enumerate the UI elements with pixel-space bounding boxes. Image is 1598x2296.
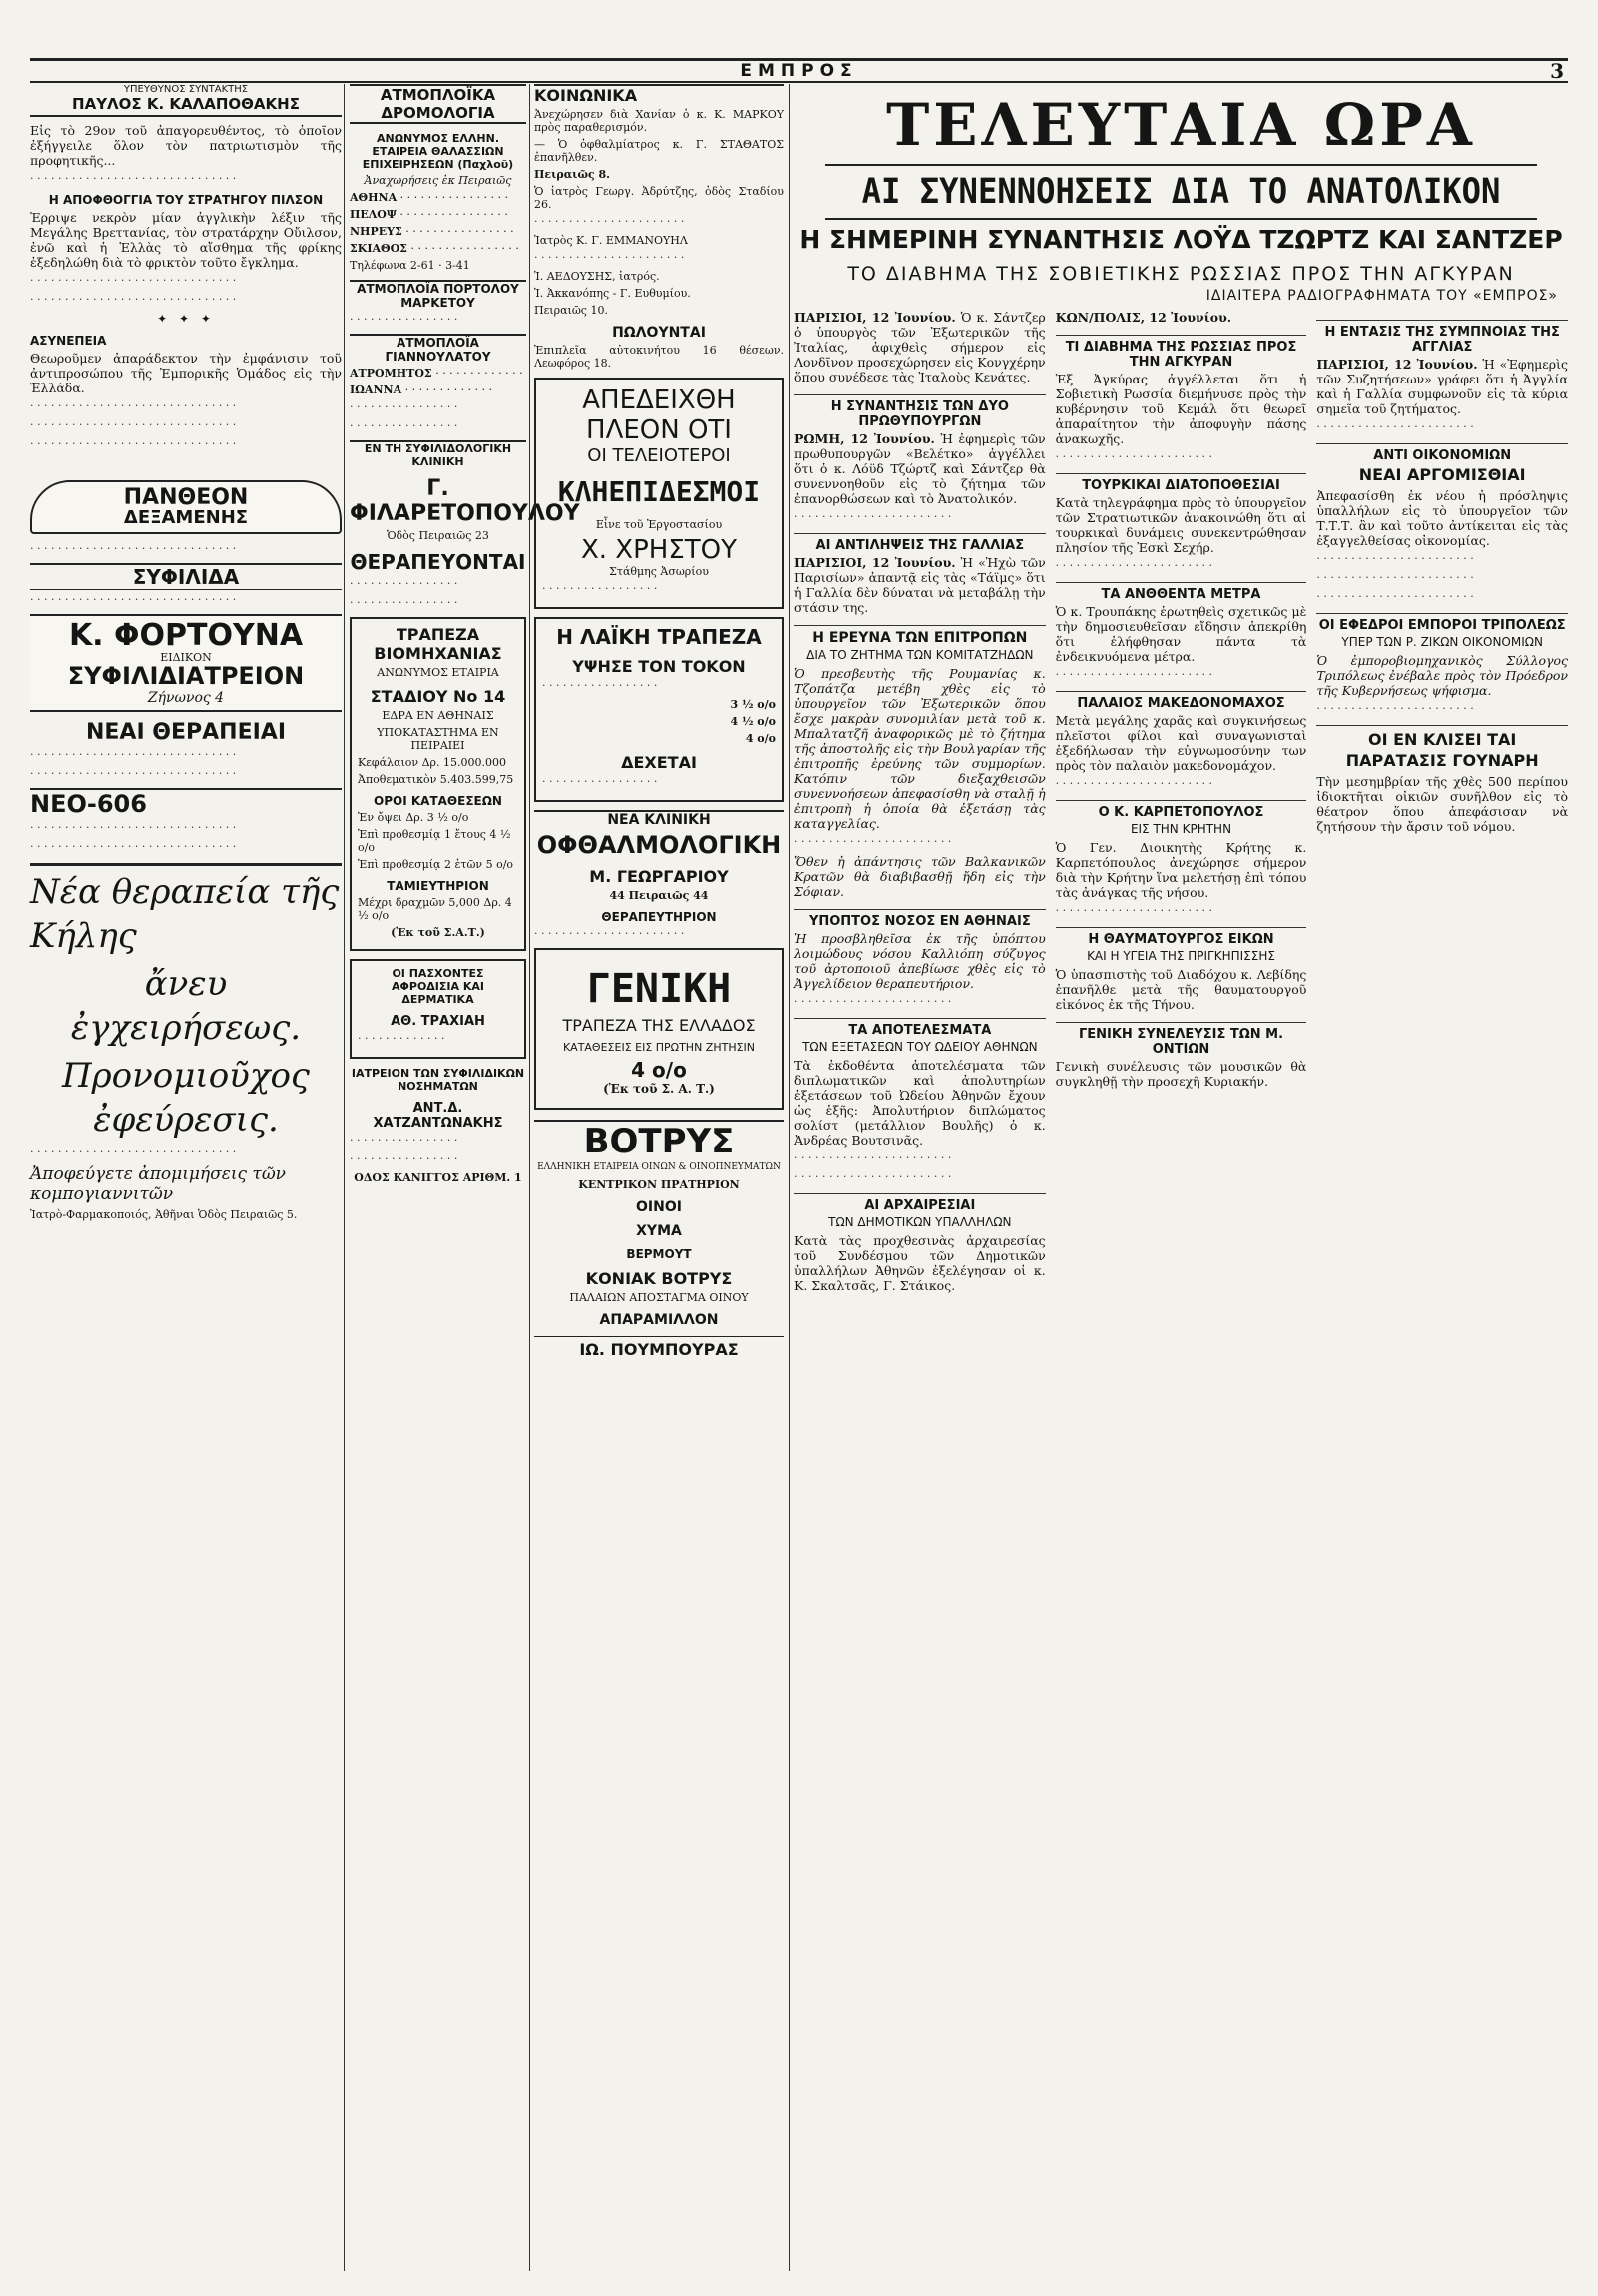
- main-columns: [794, 310, 1568, 1297]
- filler-text: · · · · · · · · · · · · · · · · · · · · · · · · · · · · · ·: [30, 274, 237, 287]
- news-text: Ὁ κ. Σάντζερ ὁ ὑπουργὸς τῶν Ἐξωτερικῶν τῆς Ἰταλίας, ἀφιχθεὶς σήμερον εἰς Λονδῖνον προσεχώρησεν εἰς Κονγχέρην ὅπου συνέδεσε τὰς Ἰταλοὺς Κενάτες.: [794, 310, 1046, 384]
- article-subtitle: ΤΩΝ ΔΗΜΟΤΙΚΩΝ ΥΠΑΛΛΗΛΩΝ: [828, 1215, 1012, 1229]
- article-subtitle: ΕΙΣ ΤΗΝ ΚΡΗΤΗΝ: [1130, 822, 1232, 836]
- iatreion-address: ΟΔΟΣ ΚΑΝΙΓΓΟΣ ΑΡΙΘΜ. 1: [354, 1171, 522, 1184]
- column-1: [30, 84, 342, 2271]
- filler-text: · · · · · · · · · · · · · · · · · · · · · · · · · · · · · ·: [30, 399, 237, 412]
- article-title: ΠΑΛΑΙΟΣ ΜΑΚΕΔΟΝΟΜΑΧΟΣ: [1056, 691, 1307, 711]
- main-col-2: [1056, 310, 1307, 1297]
- sub-headline: Η ΣΗΜΕΡΙΝΗ ΣΥΝΑΝΤΗΣΙΣ ΛΟΫΔ ΤΖΩΡΤΖ ΚΑΙ ΣΑΝΤΖΕΡ: [799, 225, 1563, 254]
- article-title: ΟΙ ΕΦΕΔΡΟΙ ΕΜΠΟΡΟΙ ΤΡΙΠΟΛΕΩΣ: [1316, 613, 1568, 633]
- article-subtitle: ΚΑΙ Η ΥΓΕΙΑ ΤΗΣ ΠΡΙΓΚΗΠΙΣΣΗΣ: [1087, 949, 1275, 963]
- fortouna-title: ΣΥΦΙΛΙΔΙΑΤΡΕΙΟΝ: [67, 662, 305, 691]
- klepsidesmoi-ad: [534, 378, 784, 609]
- newspaper-name: ΕΜΠΡΟΣ: [740, 61, 858, 81]
- separator: ✦ ✦ ✦: [157, 312, 215, 326]
- ship-entry: ΙΩΑΝΝΑ · · · · · · · · · · · · ·: [350, 383, 493, 396]
- column-rule: [789, 84, 790, 2271]
- filler-text: · · · · · · · · · · · · · · · · · · · · · · · · · · · · · ·: [30, 293, 237, 306]
- dateline: ΡΩΜΗ, 12 Ἰουνίου.: [794, 431, 935, 446]
- shipping-header: ΑΤΜΟΠΛΟΪΑ ΓΙΑΝΝΟΥΛΑΤΟΥ: [350, 334, 526, 364]
- pantheon-subtitle: ΔΕΞΑΜΕΝΗΣ: [123, 507, 249, 529]
- filler-text: · · · · · · · · · · · · · · · ·: [350, 596, 458, 609]
- for-sale-text: Ἐπιπλεῖα αὐτοκινήτου 16 θέσεων. Λεωφόρος 18.: [534, 344, 784, 370]
- ophthalmology-doctor: Μ. ΓΕΩΡΓΑΡΙΟΥ: [589, 867, 729, 886]
- bank-branch: ΥΠΟΚΑΤΑΣΤΗΜΑ ΕΝ ΠΕΙΡΑΙΕΙ: [377, 726, 499, 752]
- clinic-therapeuontai: ΘΕΡΑΠΕΥΟΝΤΑΙ: [350, 550, 526, 574]
- ophthalmology-title: ΟΦΘΑΛΜΟΛΟΓΙΚΗ: [536, 831, 782, 859]
- article-title: ΑΙ ΑΝΤΙΛΗΨΕΙΣ ΤΗΣ ΓΑΛΛΙΑΣ: [794, 533, 1046, 553]
- article-text: Ὁ ἐμποροβιομηχανικὸς Σύλλογος Τριπόλεως ἐνέβαλε πρὸς τὸν Πρόεδρον τῆς Κυβερνήσεως ψήφισμα.: [1316, 653, 1569, 698]
- article-text: Τὴν μεσημβρίαν τῆς χθὲς 500 περίπου ἰδιοκτῆται οἰκιῶν συνῆλθον εἰς τὸ θέατρον ὅπου ἀπεφάσισαν νὰ ζητήσουν τὴν ἄρσιν τοῦ νόμου.: [1316, 774, 1569, 834]
- section-title: ΑΣΥΝΕΠΕΙΑ: [30, 334, 107, 348]
- article-text: Μετὰ μεγάλης χαρᾶς καὶ συγκινήσεως πλεῖστοι φίλοι καὶ συναγωνισταὶ ἐξεδήλωσαν τὴν εὐγνωμοσύνην των πρὸς τὸν παλαιὸν μακεδονομάχον.: [1055, 713, 1307, 773]
- geniki-subtitle: ΤΡΑΠΕΖΑ ΤΗΣ ΕΛΛΑΔΟΣ: [562, 1016, 756, 1035]
- ship-name: ΠΕΛΟΨ: [350, 208, 397, 221]
- social-item: Ἀνεχώρησεν διὰ Χανίαν ὁ κ. Κ. ΜΑΡΚΟΥ πρὸς παραθερισμόν.: [534, 108, 784, 134]
- iatreion-doctor: ΑΝΤ.Δ. ΧΑΤΖΑΝΤΩΝΑΚΗΣ: [373, 1101, 503, 1131]
- votrys-unmatched: ΑΠΑΡΑΜΙΛΛΟΝ: [599, 1312, 719, 1328]
- main-col-3: [1316, 310, 1568, 1297]
- filler-text: · · · · · · · · · · · · · · · · · · · · · · ·: [794, 835, 952, 848]
- laiki-rate: 4 ο/ο: [745, 732, 776, 745]
- dateline: ΠΑΡΙΣΙΟΙ, 12 Ἰουνίου.: [1316, 357, 1478, 372]
- ship-name: ΑΘΗΝΑ: [350, 191, 398, 204]
- filler-text: · · · · · · · · · · · · · · · · · · · · · · ·: [1055, 668, 1213, 681]
- news-text: Ἡ ἐφημερὶς τῶν πρωθυπουργῶν «Βελέτκο» ἀγγέλλει ὅτι ὁ κ. Λόϋδ Τζώρτζ καὶ Σάντζερ θὰ συνεννοηθοῦν εἰς τὸ ζήτημα τῶν ἐπανορθώσεων καὶ τὸ Ἀνατολικόν.: [794, 431, 1046, 506]
- news-text: Ἐξ Ἀγκύρας ἀγγέλλεται ὅτι ἡ Σοβιετικὴ Ρωσσία διεμήνυσε πρὸς τὴν κυβέρνησιν τοῦ Κεμάλ ὅτι θεωρεῖ ἀπαραίτητον τὴν ἀποφυγὴν πάσης ἀνακωχῆς.: [1055, 372, 1307, 446]
- pantheon-ad: [30, 480, 342, 534]
- filler-text: · · · · · · · · · · · · · · · · · · · · · · · · · · · · · ·: [30, 839, 237, 853]
- masthead: [30, 58, 1568, 83]
- article-text: Κατὰ τηλεγράφημα πρὸς τὸ ὑπουργεῖον τῶν Στρατιωτικῶν ἀνακοινώθη ὅτι αἱ τουρκικαὶ δυνάμεις συνεκεντρώθησαν πλησίον τῆς Ἐσκὶ Σεχήρ.: [1055, 495, 1307, 555]
- laiki-title: Η ΛΑΪΚΗ ΤΡΑΠΕΖΑ: [556, 625, 762, 649]
- filler-text: · · · · · · · · · · · · · · · ·: [350, 419, 458, 432]
- filler-text: · · · · · · · · · · · · · · · · · · · · · · ·: [794, 995, 952, 1008]
- fortouna-ad: [30, 614, 342, 712]
- section-text: Θεωροῦμεν ἀπαράδεκτον τὴν ἐμφάνισιν τοῦ ἀντιπροσώπου τῆς Ἐμπορικῆς Ὁμάδος εἰς τὴν Ἑλλάδα.: [30, 351, 342, 395]
- bank-address: ΣΤΑΔΙΟΥ Νο 14: [370, 687, 506, 706]
- bank-reserve: Ἀποθεματικὸν 5.403.599,75: [358, 773, 514, 786]
- filler-text: · · · · · · · · · · · · · · · · ·: [542, 775, 658, 788]
- afrodisia-doctor: ΑΘ. ΤΡΑΧΙΑΗ: [391, 1014, 485, 1029]
- filler-text: · · · · · · · · · · · · · · · ·: [350, 1134, 458, 1147]
- deposit-rate: Ἐπὶ προθεσμίᾳ 1 ἔτους 4 ½ ο/ο: [358, 828, 511, 854]
- votrys-vermouth: ΒΕΡΜΟΥΤ: [626, 1247, 692, 1261]
- ship-entry: ΑΤΡΟΜΗΤΟΣ · · · · · · · · · · · · ·: [350, 367, 523, 380]
- article-title: Η ΕΡΕΥΝΑ ΤΩΝ ΕΠΙΤΡΟΠΩΝ: [794, 625, 1046, 646]
- savings-source: (Ἐκ τοῦ Σ.Α.Τ.): [391, 926, 485, 939]
- sub-headline-2: ΤΟ ΔΙΑΒΗΜΑ ΤΗΣ ΣΟΒΙΕΤΙΚΗΣ ΡΩΣΣΙΑΣ ΠΡΟΣ ΤΗΝ ΑΓΚΥΡΑΝ: [847, 263, 1515, 285]
- ad-line: ΠΛΕΟΝ ΟΤΙ: [586, 415, 732, 445]
- geniki-deposits: ΚΑΤΑΘΕΣΕΙΣ ΕΙΣ ΠΡΩΤΗΝ ΖΗΤΗΣΙΝ: [562, 1041, 756, 1054]
- filler-text: · · · · · · · · · · · · · · · ·: [350, 1152, 458, 1165]
- filler-text: · · · · · · · · · · · · · · · · · · · · · · ·: [1316, 571, 1474, 584]
- last-hour-section: [794, 84, 1568, 2271]
- savings-title: ΤΑΜΙΕΥΤΗΡΙΟΝ: [387, 879, 489, 893]
- news-text: Ἡ «Ἠχὼ τῶν Παρισίων» ἀπαντᾷ εἰς τὰς «Τάϊμς» ὅτι ἡ Γαλλία δὲν δύναται νὰ μεταβάλῃ τὴν στάσιν της.: [794, 555, 1046, 615]
- kili-ad: [30, 863, 342, 1221]
- article-title: ΥΠΟΠΤΟΣ ΝΟΣΟΣ ΕΝ ΑΘΗΝΑΙΣ: [794, 909, 1046, 929]
- new-clinic-title: ΝΕΑ ΚΛΙΝΙΚΗ: [534, 810, 784, 828]
- social-item: Πειραιῶς 8.: [534, 168, 610, 181]
- social-item: Πειραιῶς 10.: [534, 304, 608, 317]
- for-sale-title: ΠΩΛΟΥΝΤΑΙ: [612, 325, 706, 341]
- filler-text: · · · · · · · · · · · · · · · · · · · · · · ·: [1055, 777, 1213, 790]
- filler-text: · · · · · · · · · · · · · · · · · · · · · ·: [534, 927, 685, 940]
- article-title: Ο Κ. ΚΑΡΠΕΤΟΠΟΥΛΟΣ: [1056, 800, 1307, 820]
- votrys-cognac: ΚΟΝΙΑΚ ΒΟΤΡΥΣ: [585, 1269, 733, 1288]
- ad-maker: Χ. ΧΡΗΣΤΟΥ: [580, 535, 738, 565]
- ship-entry: ΑΘΗΝΑ · · · · · · · · · · · · · · · ·: [350, 191, 508, 204]
- responsible-label: ΥΠΕΥΘΥΝΟΣ ΣΥΝΤΑΚΤΗΣ: [123, 84, 249, 95]
- article-subtitle: ΝΕΑΙ ΑΡΓΟΜΙΣΘΙΑΙ: [1358, 465, 1526, 484]
- filler-text: · · · · · · · · · · · · · · · ·: [350, 313, 458, 326]
- geniki-rate: 4 ο/ο: [631, 1058, 687, 1082]
- kili-line1: Νέα θεραπεία τῆς Κήλης: [30, 871, 340, 956]
- article-text: Ὁ πρεσβευτὴς τῆς Ρουμανίας κ. Τζοπάτζα μετέβη χθὲς εἰς τὸ ὑπουργεῖον τῶν Ἐξωτερικῶν ὅπου ἔσχε μακρὰν συνομιλίαν μετὰ τοῦ κ. Μπαλτατζῆ ἀναφορικῶς μὲ τὸ ζήτημα τῆς ἀποστολῆς εἰς τὴν Βουλγαρίαν τῆς ἐπιτροπῆς ἐρεύνης τῶν συμμορίων. Κατόπιν τῶν διεξαχθεισῶν συνεννοήσεων ἀπεφασίσθη νὰ σταλῇ ἡ ἐπιτροπὴ ἡ ὁποία θὰ ἐξετάσῃ τὰς καταγγελίας.: [794, 666, 1046, 831]
- votrys-distill: ΠΑΛΑΙΩΝ ΑΠΟΣΤΑΓΜΑ ΟΙΝΟΥ: [569, 1291, 749, 1304]
- syphilis-title: ΣΥΦΙΛΙΔΑ: [30, 563, 342, 590]
- article-text: Ὁ Γεν. Διοικητὴς Κρήτης κ. Καρπετόπουλος ἀνεχώρησε σήμερον διὰ τὴν Κρήτην ἵνα μελετήσῃ ἐπὶ τόπου τὰς ἀνάγκας τῆς νήσου.: [1055, 840, 1307, 900]
- shipping-header: ΑΤΜΟΠΛΟΪΚΑ ΔΡΟΜΟΛΟΓΙΑ: [350, 84, 526, 124]
- ship-entry: ΝΗΡΕΥΣ · · · · · · · · · · · · · · · ·: [350, 225, 514, 238]
- ship-name: ΝΗΡΕΥΣ: [350, 225, 402, 238]
- kili-footer: Ἰατρὸ-Φαρμακοποιός, Ἀθῆναι Ὁδὸς Πειραιῶς 5.: [30, 1207, 298, 1221]
- bank-industry-ad: [350, 617, 526, 951]
- dateline: ΠΑΡΙΣΙΟΙ, 12 Ἰουνίου.: [794, 555, 956, 570]
- pantheon-title: ΠΑΝΘΕΟΝ: [123, 485, 249, 510]
- ship-entry: ΠΕΛΟΨ · · · · · · · · · · · · · · · ·: [350, 208, 508, 221]
- iatreion-title: ΙΑΤΡΕΙΟΝ ΤΩΝ ΣΥΦΙΛΙΔΙΚΩΝ ΝΟΣΗΜΑΤΩΝ: [351, 1067, 525, 1093]
- article-subtitle: ΔΙΑ ΤΟ ΖΗΤΗΜΑ ΤΩΝ ΚΟΜΙΤΑΤΖΗΔΩΝ: [806, 648, 1034, 662]
- shipping-tail: Τηλέφωνα 2-61 · 3-41: [350, 259, 470, 272]
- ship-name: ΑΤΡΟΜΗΤΟΣ: [350, 367, 432, 380]
- bank-seat: ΕΔΡΑ ΕΝ ΑΘΗΝΑΙΣ: [382, 709, 494, 722]
- article-text: Ἡ προσβληθεῖσα ἐκ τῆς ὑπόπτου λοιμώδους νόσου Καλλιόπη σύζυγος τοῦ ἀρτοποιοῦ ἀπεβίωσε χθὲς εἰς τὸ Ἀγγελίδειον θεραπευτήριον.: [794, 931, 1046, 991]
- dateline: ΚΩΝ/ΠΟΛΙΣ, 12 Ἰουνίου.: [1055, 310, 1232, 325]
- article-text: Ἀπεφασίσθη ἐκ νέου ἡ πρόσληψις ὑπαλλήλων εἰς τὸ ὑπουργεῖον τῶν Τ.Τ.Τ. ἂν καὶ τοῦτο ἀντίκειται εἰς τὰς ἐξαγγελθείσας οἰκονομίας.: [1316, 488, 1569, 548]
- filler-text: · · · · · · · · · · · · · · · · · · · · · · · · · · · · · ·: [30, 766, 237, 780]
- ship-entry: ΣΚΙΑΘΟΣ · · · · · · · · · · · · · · · ·: [350, 242, 519, 255]
- article-text: Κατὰ τὰς προχθεσινὰς ἀρχαιρεσίας τοῦ Συνδέσμου τῶν Δημοτικῶν ὑπαλλήλων Ἀθηνῶν ἐξελέγησαν οἱ κ. Κ. Σκαλτσᾶς, Γ. Στάικος.: [794, 1233, 1046, 1293]
- ship-name: ΙΩΑΝΝΑ: [350, 383, 402, 396]
- votrys-bulk: ΧΥΜΑ: [636, 1223, 682, 1239]
- shipping-company: ΑΝΩΝΥΜΟΣ ΕΛΛΗΝ. ΕΤΑΙΡΕΙΑ ΘΑΛΑΣΣΙΩΝ ΕΠΙΧΕΙΡΗΣΕΩΝ (Παχλοῦ): [362, 132, 514, 171]
- afrodisia-title: ΟΙ ΠΑΣΧΟΝΤΕΣ ΑΦΡΟΔΙΣΙΑ ΚΑΙ ΔΕΡΜΑΤΙΚΑ: [392, 967, 484, 1006]
- laiki-subtitle: ΥΨΗΣΕ ΤΟΝ ΤΟΚΟΝ: [572, 657, 746, 676]
- main-col-1: [794, 310, 1046, 1297]
- article-text: Τὰ ἐκδοθέντα ἀποτελέσματα τῶν διπλωματικῶν καὶ ἀπολυτηρίων ἐξετάσεων τοῦ Ὠδείου Ἀθηνῶν ἔχουν ὡς ἑξῆς: Ἀπολυτήριον διπλώματος σολίστ (μετάλλιον Βουλῆς) ὁ κ. Ἀνδρέας Βουτσινᾶς.: [794, 1058, 1046, 1148]
- votrys-store: ΚΕΝΤΡΙΚΟΝ ΠΡΑΤΗΡΙΟΝ: [578, 1178, 740, 1191]
- filler-text: · · · · · · · · · · · · · · · · · · · · · · ·: [1316, 702, 1474, 715]
- bank-type: ΑΝΩΝΥΜΟΣ ΕΤΑΙΡΙΑ: [377, 666, 499, 679]
- filler-text: · · · · · · · · · · · · · · · · · · · · · · · · · · · · · ·: [30, 747, 237, 761]
- ad-address: Στάθμης Ἀσωρίου: [609, 565, 709, 578]
- votrys-sub: ΕΛΛΗΝΙΚΗ ΕΤΑΙΡΕΙΑ ΟΙΝΩΝ & ΟΙΝΟΠΝΕΥΜΑΤΩΝ: [537, 1162, 781, 1172]
- page-number: 3: [1550, 59, 1564, 83]
- filler-text: · · · · · · · · · · · · · · · · ·: [542, 582, 658, 595]
- article-text: Ὁ ὑπασπιστὴς τοῦ Διαδόχου κ. Λεβίδης ἐπανῆλθε μετὰ τῆς θαυματουργοῦ εἰκόνος ἐκ τῆς Τήνου.: [1055, 967, 1307, 1012]
- column-rule: [529, 84, 530, 2271]
- article-title: ΤΑ ΑΝΘΘΕΝΤΑ ΜΕΤΡΑ: [1056, 582, 1307, 602]
- article-title: ΤΙ ΔΙΑΒΗΜΑ ΤΗΣ ΡΩΣΣΙΑΣ ΠΡΟΣ ΤΗΝ ΑΓΚΥΡΑΝ: [1056, 335, 1307, 370]
- geniki-source: (Ἐκ τοῦ Σ. Α. Τ.): [603, 1082, 715, 1096]
- ad-product: ΚΛΗΕΠΙΔΕΣΜΟΙ: [557, 475, 761, 508]
- column-3: [534, 84, 784, 2271]
- social-title: ΚΟΙΝΩΝΙΚΑ: [534, 84, 784, 105]
- ad-line: ΑΠΕΔΕΙΧΘΗ: [582, 385, 736, 415]
- filler-text: · · · · · · · · · · · · · · · · · · · · · · ·: [1055, 450, 1213, 463]
- fortouna-address: Ζήνωνος 4: [147, 689, 225, 706]
- bank-capital: Κεφάλαιον Δρ. 15.000.000: [358, 756, 506, 769]
- clinic-name: Γ. ΦΙΛΑΡΕΤΟΠΟΥΛΟΥ: [350, 476, 580, 526]
- deposit-terms-title: ΟΡΟΙ ΚΑΤΑΘΕΣΕΩΝ: [374, 794, 502, 808]
- filler-text: · · · · · · · · · · · · · · · · · · · · · · ·: [1316, 420, 1474, 433]
- dateline: ΠΑΡΙΣΙΟΙ, 12 Ἰουνίου.: [794, 310, 956, 325]
- votrys-title: ΒΟΤΡΥΣ: [583, 1122, 735, 1161]
- article-title: ΓΕΝΙΚΗ ΣΥΝΕΛΕΥΣΙΣ ΤΩΝ Μ. ΟΝΤΙΩΝ: [1056, 1022, 1307, 1057]
- fortouna-name: Κ. ΦΟΡΤΟΥΝΑ: [68, 617, 304, 653]
- ophthalmology-clinic: ΘΕΡΑΠΕΥΤΗΡΙΟΝ: [601, 910, 717, 924]
- article-title: Η ΕΝΤΑΣΙΣ ΤΗΣ ΣΥΜΠΝΟΙΑΣ ΤΗΣ ΑΓΓΛΙΑΣ: [1316, 320, 1568, 355]
- afrodisia-ad: [350, 959, 526, 1059]
- laiki-bank-ad: [534, 617, 784, 802]
- main-headline: ΑΙ ΣΥΝΕΝΝΟΗΣΕΙΣ ΔΙΑ ΤΟ ΑΝΑΤΟΛΙΚΟΝ: [825, 164, 1537, 220]
- news-text: Ἡ «Ἐφημερὶς τῶν Συζητήσεων» γράφει ὅτι ἡ Ἀγγλία καὶ ἡ Γαλλία συμφωνοῦν εἰς τὰ κύρια σημεῖα τοῦ ζητήματος.: [1316, 357, 1569, 416]
- article-text: Γενικὴ συνέλευσις τῶν μουσικῶν θὰ συγκληθῇ τὴν προσεχῆ Κυριακήν.: [1055, 1059, 1307, 1089]
- social-item: Ἰατρὸς Κ. Γ. ΕΜΜΑΝΟΥΗΛ: [534, 234, 688, 247]
- clinic-address: Ὁδὸς Πειραιῶς 23: [387, 529, 489, 542]
- fortouna-sub: ΕΙΔΙΚΟΝ: [160, 651, 212, 665]
- savings-rate: Μέχρι δραχμῶν 5,000 Δρ. 4 ½ ο/ο: [358, 896, 512, 922]
- kili-text: Ἀποφεύγετε ἀπομιμήσεις τῶν κομπογιαννιτῶν: [30, 1163, 287, 1204]
- article-title: Η ΘΑΥΜΑΤΟΥΡΓΟΣ ΕΙΚΩΝ: [1056, 927, 1307, 947]
- laiki-rate: 3 ½ ο/ο: [730, 698, 776, 711]
- bank-title: ΤΡΑΠΕΖΑ ΒΙΟΜΗΧΑΝΙΑΣ: [374, 625, 502, 663]
- laiki-rate: 4 ½ ο/ο: [730, 715, 776, 728]
- deposit-rate: Ἐν ὄψει Δρ. 3 ½ ο/ο: [358, 811, 469, 824]
- kili-line3: Προνομιοῦχος ἐφεύρεσις.: [62, 1055, 310, 1140]
- social-item: Ὁ ἰατρὸς Γεωργ. Ἀδρύτζης, ὁδὸς Σταδίου 26.: [534, 185, 784, 211]
- intro-text: Εἰς τὸ 29ον τοῦ ἀπαγορευθέντος, τὸ ὁποῖον ἐξήγγειλε ὅλον τὸν πατριωτισμὸν τῆς προφητικῆς...: [30, 123, 342, 168]
- filler-text: · · · · · · · · · · · · · · · · · · · · · · ·: [1316, 590, 1474, 603]
- article-title: ΑΙ ΑΡΧΑΙΡΕΣΙΑΙ: [794, 1193, 1046, 1213]
- votrys-ad: [534, 1120, 784, 1359]
- votrys-agent: ΙΩ. ΠΟΥΜΠΟΥΡΑΣ: [534, 1336, 784, 1359]
- deposit-rate: Ἐπὶ προθεσμίᾳ 2 ἐτῶν 5 ο/ο: [358, 858, 514, 871]
- article-title: Η ΣΥΝΑΝΤΗΣΙΣ ΤΩΝ ΔΥΟ ΠΡΩΘΥΠΟΥΡΓΩΝ: [794, 394, 1046, 429]
- filler-text: · · · · · · · · · · · · · · · · · · · · · ·: [534, 215, 685, 228]
- filler-text: · · · · · · · · · · · · · · · · · · · · · · · · · · · · · ·: [30, 820, 237, 834]
- article-title: ΤΟΥΡΚΙΚΑΙ ΔΙΑΤΟΠΟΘΕΣΙΑΙ: [1056, 473, 1307, 493]
- responsible-name: ΠΑΥΛΟΣ Κ. ΚΑΛΑΠΟΘΑΚΗΣ: [30, 95, 342, 117]
- kili-line2: ἄνευ ἐγχειρήσεως.: [70, 963, 302, 1048]
- geniki-bank-ad: [534, 948, 784, 1110]
- shipping-header: ΑΤΜΟΠΛΟΪΑ ΠΟΡΤΟΛΟΥ ΜΑΡΚΕΤΟΥ: [350, 280, 526, 310]
- filler-text: · · · · · · · · · · · · · · · · · · · · · · · · · · · · · ·: [30, 172, 237, 185]
- filler-text: · · · · · · · · · · · · · · · · · · · · · ·: [534, 251, 685, 264]
- social-item: — Ὁ ὀφθαλμίατρος κ. Γ. ΣΤΑΘΑΤΟΣ ἐπανῆλθεν.: [534, 138, 784, 164]
- filler-text: · · · · · · · · · · · · · · · · · · · · · · ·: [1316, 552, 1474, 565]
- ad-sub: Εἶνε τοῦ Ἐργοστασίου: [595, 518, 723, 531]
- filler-text: · · · · · · · · · · · · · · · · · · · · · · · · · · · · · ·: [30, 541, 237, 555]
- article-text: Ὅθεν ἡ ἀπάντησις τῶν Βαλκανικῶν Κρατῶν θὰ διαβιβασθῇ ἤδη εἰς τὴν Σόφιαν.: [794, 854, 1046, 899]
- filler-text: · · · · · · · · · · · · · · · · ·: [542, 679, 658, 692]
- article-text: Ὁ κ. Τρουπάκης ἐρωτηθεὶς σχετικῶς μὲ τὴν δημοσιευθεῖσαν εἴδησιν ἀπεκρίθη ὅτι ἐλήφθησαν πάντα τὰ ἐνδεικνυόμενα μέτρα.: [1055, 604, 1307, 664]
- filler-text: · · · · · · · · · · · · · · · · · · · · · · · · · · · · · ·: [30, 1145, 237, 1158]
- ad-line: ΟΙ ΤΕΛΕΙΟΤΕΡΟΙ: [587, 445, 731, 466]
- filler-text: · · · · · · · · · · · · ·: [358, 1032, 445, 1045]
- radiogram-note: ΙΔΙΑΙΤΕΡΑ ΡΑΔΙΟΓΡΑΦΗΜΑΤΑ ΤΟΥ «ΕΜΠΡΟΣ»: [1205, 288, 1558, 304]
- votrys-wines: ΟΙΝΟΙ: [636, 1199, 682, 1215]
- filler-text: · · · · · · · · · · · · · · · · · · · · · · ·: [794, 1170, 952, 1183]
- departures-label: Ἀναχωρήσεις ἐκ Πειραιῶς: [364, 174, 512, 187]
- ship-name: ΣΚΙΑΘΟΣ: [350, 242, 407, 255]
- geniki-title: ΓΕΝΙΚΗ: [586, 966, 732, 1012]
- section-text: Ἐρριψε νεκρὸν μίαν ἀγγλικὴν λέξιν τῆς Μεγάλης Βρεττανίας, τὸν στρατάρχην Οὔιλσον, ἐνῶ καὶ ἡ Ἑλλὰς τὸ αἴσθημα τῆς φρίκης ἐξεδηλώθη διὰ τὸ φρικτὸν τοῦτο ἔγκλημα.: [30, 210, 342, 270]
- last-hour-title: ΤΕΛΕΥΤΑΙΑ ΩΡΑ: [886, 91, 1476, 159]
- laiki-accepts: ΔΕΧΕΤΑΙ: [621, 753, 697, 772]
- filler-text: · · · · · · · · · · · · · · · ·: [350, 577, 458, 590]
- filler-text: · · · · · · · · · · · · · · · · · · · · · · ·: [1055, 559, 1213, 572]
- section-title: Η ΑΠΟΦΘΟΓΓΙΑ ΤΟΥ ΣΤΡΑΤΗΓΟΥ ΠΙΛΣΟΝ: [48, 193, 324, 207]
- neai-therapeiai-title: ΝΕΑΙ ΘΕΡΑΠΕΙΑΙ: [85, 719, 287, 745]
- social-item: Ἰ. ΑΕΔΟΥΣΗΣ, ἰατρός.: [534, 270, 660, 283]
- ophthalmology-address: 44 Πειραιῶς 44: [609, 889, 709, 902]
- filler-text: · · · · · · · · · · · · · · · ·: [350, 400, 458, 413]
- article-title: ΑΝΤΙ ΟΙΚΟΝΟΜΙΩΝ: [1316, 443, 1568, 463]
- clinic-header: ΕΝ ΤΗ ΣΥΦΙΛΙΔΟΛΟΓΙΚΗ ΚΛΙΝΙΚΗ: [350, 440, 526, 468]
- filler-text: · · · · · · · · · · · · · · · · · · · · · · · · · · · · · ·: [30, 592, 237, 606]
- filler-text: · · · · · · · · · · · · · · · · · · · · · · ·: [794, 510, 952, 523]
- article-title: ΟΙ ΕΝ ΚΛΙΣΕΙ ΤΑΙ: [1316, 725, 1568, 749]
- filler-text: · · · · · · · · · · · · · · · · · · · · · · ·: [1055, 904, 1213, 917]
- article-subtitle: ΥΠΕΡ ΤΩΝ Ρ. ΖΙΚΩΝ ΟΙΚΟΝΟΜΙΩΝ: [1341, 635, 1543, 649]
- article-subtitle: ΤΩΝ ΕΞΕΤΑΣΕΩΝ ΤΟΥ ΩΔΕΙΟΥ ΑΘΗΝΩΝ: [802, 1040, 1038, 1054]
- article-subtitle: ΠΑΡΑΤΑΣΙΣ ΓΟΥΝΑΡΗ: [1345, 751, 1539, 770]
- neo606-title: ΝΕΟ-606: [30, 788, 342, 818]
- column-rule: [344, 84, 345, 2271]
- filler-text: · · · · · · · · · · · · · · · · · · · · · · ·: [794, 1151, 952, 1164]
- article-title: ΤΑ ΑΠΟΤΕΛΕΣΜΑΤΑ: [794, 1018, 1046, 1038]
- social-item: Ἰ. Ἀκκανόπης - Γ. Ευθυμίου.: [534, 287, 691, 300]
- filler-text: · · · · · · · · · · · · · · · · · · · · · · · · · · · · · ·: [30, 437, 237, 450]
- filler-text: · · · · · · · · · · · · · · · · · · · · · · · · · · · · · ·: [30, 418, 237, 431]
